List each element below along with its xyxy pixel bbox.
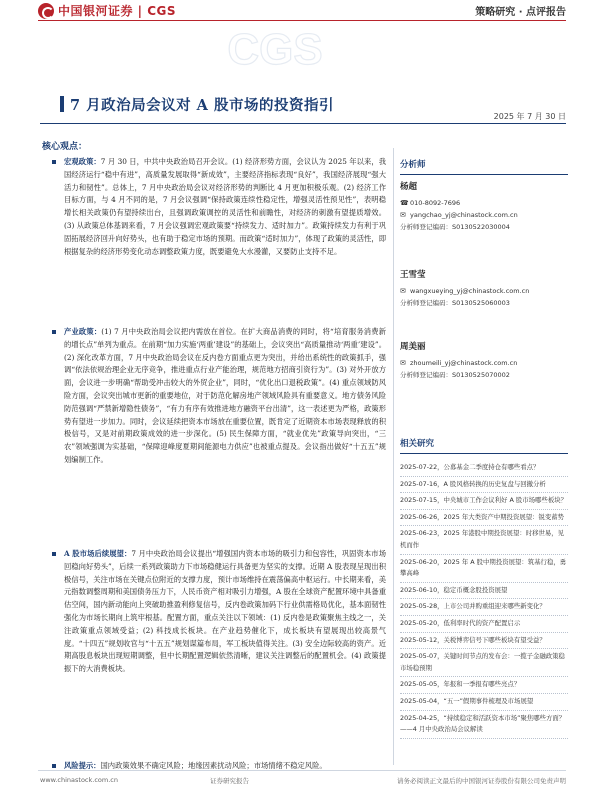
analyst-cert: 分析师登记编码：S0130522030004 (400, 223, 510, 231)
related-link[interactable]: 2025-06-23，2025 年港股中期投资展望：时移世易，见机而作 (400, 526, 568, 554)
related-link[interactable]: 2025-05-28，上市公司并购重组迎来哪些新变化？ (400, 599, 568, 616)
footer-disclaimer: 请务必阅读正文最后的中国银河证券股份有限公司免责声明 (397, 777, 566, 785)
paragraph-lead: A 股市场后续展望： (64, 549, 132, 558)
analyst-heading: 分析师 (400, 158, 568, 175)
header-divider (38, 20, 566, 21)
paragraph-lead: 风险提示： (64, 761, 101, 770)
related-link[interactable]: 2025-05-12，关税博弈信号下哪些板块有望受益？ (400, 633, 568, 650)
email-icon: ✉ (400, 211, 406, 219)
footer-website[interactable]: www.chinastock.com.cn (40, 776, 118, 784)
analyst-email[interactable]: wangxueying_yj@chinastock.com.cn (410, 287, 530, 295)
related-link[interactable]: 2025-07-22，公募基金二季度持仓有哪些看点？ (400, 460, 568, 477)
related-research (400, 437, 568, 739)
svg-text:CGS: CGS (227, 25, 323, 74)
column-divider (393, 148, 394, 765)
market-outlook-paragraph (52, 548, 386, 760)
paragraph-lead: 宏观政策： (64, 157, 101, 166)
analyst-email[interactable]: zhoumeili_yj@chinastock.com.cn (410, 359, 518, 367)
sidebar (400, 158, 568, 739)
related-link[interactable]: 2025-05-20，低利率时代的资产配置启示 (400, 616, 568, 633)
related-link[interactable]: 2025-06-10，稳定币概念股投资展望 (400, 583, 568, 600)
report-type-label: 策略研究 · 点评报告 (475, 7, 566, 18)
analyst-name: 杨超 (400, 182, 418, 192)
related-link[interactable]: 2025-05-05，年报和一季报有哪些亮点？ (400, 677, 568, 694)
cgs-watermark-icon (220, 22, 330, 77)
paragraph-text: (1) 7 月中央政治局会议把内需放在首位。在扩大商品消费的同时，将“培育服务消费新的增长点”单列为重点。在前期“加力实施‘两重’建设”的基础上，会议突出“高质量推动‘两重’建设”。(2) 深化改革方面，7 月中央政治局会议在反内卷方面重点更为突出，并给出系统性的政策抓手，强调“依法依规治理企业无序竞争，推进重点行业产能治理，规范地方招商引资行为”。(3) 对外开放方面，会议进一步明确“帮助受冲击较大的外贸企业”，同时，“优化出口退税政策”。(4) 重点领域防风险方面，会议突出城市更新的重要地位，对于防范化解房地产领域风险具有重要意义。地方债务风险防范强调“严禁新增隐性债务”，“有力有序有效推进地方融资平台出清”，这一表述更为严格，政策形势有望进一步加力。同时，会议延续把资本市场放在重要位置，既肯定了近期资本市场表现释放的积极信号，又是对前期政策成效的进一步深化。(5) 民生保障方面，“就业优先”政策导向突出，“三农”领域强调为实基础，“保障迎峰度夏期间能源电力供应”也被重点提及。会议指出做好“十五五”规划编制工作。 (64, 327, 386, 464)
related-link[interactable]: 2025-05-07，关键时间节点的发布会：一揽子金融政策稳市场稳预期 (400, 649, 568, 677)
title-accent-bar (60, 96, 64, 112)
analyst-email-row (400, 285, 568, 297)
analyst-cert: 分析师登记编码：S0130525060003 (400, 299, 510, 307)
paragraph-text: 7 月 30 日，中共中央政治局召开会议。(1) 经济形势方面，会议认为 2025 年以来，我国经济运行“稳中有进”，高质量发展取得“新成效”，主要经济指标表现“良好”，我国经济展现“强大活力和韧性”。总体上，7 月中央政治局会议对经济形势的判断比 4 月更加积极乐观。(2) 经济工作目标方面，与 4 月不同的是，7 月会议强调“保持政策连续性稳定性，增强灵活性预见性”，表明稳增长相关政策仍有望持续出台，且强调政策调控的灵活性和前瞻性，对经济的刺激有望提质增效。(3) 从政策总体基调来看，7 月会议强调宏观政策要“持续发力、适时加力”。政策持续发力有利于巩固拓展经济回升向好势头，也有助于稳定市场的预期。而政策“适时加力”，体现了政策的灵活性，即根据复杂的经济形势变化动态调整政策力度，既要避免大水漫灌，又要防止支持不足。 (64, 157, 386, 256)
page-header (0, 0, 600, 22)
macro-policy-paragraph (52, 156, 386, 326)
core-viewpoints-label: 核心观点： (42, 142, 88, 152)
footer-doc-type: 证券研究报告 (210, 777, 249, 785)
industry-policy-paragraph (52, 326, 386, 548)
email-icon: ✉ (400, 287, 406, 295)
related-link[interactable]: 2025-06-26，2025 年大类资产中期投资展望：锐变蓄势 (400, 510, 568, 527)
logo-mark-icon (38, 3, 54, 19)
related-link[interactable]: 2025-04-25，“持续稳定和活跃资本市场”聚焦哪些方面？——4 月中央政治局会议解读 (400, 711, 568, 739)
main-content (52, 156, 386, 786)
phone-icon: ☎ (400, 199, 409, 207)
analyst-card (400, 181, 568, 269)
analyst-cert: 分析师登记编码：S0130525070002 (400, 371, 510, 379)
company-logo (38, 2, 176, 19)
related-link[interactable]: 2025-07-15，中央城市工作会议利好 A 股市场哪些板块？ (400, 493, 568, 510)
analyst-phone-row (400, 197, 568, 209)
footer-divider (38, 770, 566, 771)
related-link[interactable]: 2025-05-04，“五一”假期事件梳理及市场展望 (400, 694, 568, 711)
paragraph-text: 国内政策效果不确定风险；地缘因素扰动风险；市场情绪不稳定风险。 (100, 761, 327, 770)
analyst-email[interactable]: yangchao_yj@chinastock.com.cn (410, 211, 518, 219)
analyst-card (400, 341, 568, 417)
related-link[interactable]: 2025-06-20，2025 年 A 股中期投资展望：筑基行稳，勇攀高峰 (400, 555, 568, 583)
report-date: 2025 年 7 月 30 日 (493, 112, 566, 121)
analyst-name: 王雪莹 (400, 270, 426, 280)
email-icon: ✉ (400, 359, 406, 367)
related-link[interactable]: 2025-07-16，A 股风格转换的历史复盘与回撤分析 (400, 477, 568, 494)
analyst-name: 周美丽 (400, 342, 426, 352)
title-divider (40, 123, 566, 124)
analyst-card (400, 269, 568, 335)
logo-text: 中国银河证券 | CGS (58, 4, 177, 18)
report-title: 7 月政治局会议对 A 股市场的投资指引 (70, 97, 334, 114)
analyst-email-row (400, 209, 568, 221)
paragraph-lead: 产业政策： (64, 327, 102, 336)
analyst-phone: 010-8092-7696 (410, 199, 461, 207)
related-heading: 相关研究 (400, 437, 568, 454)
paragraph-text: 7 月中央政治局会议提出“增强国内资本市场的吸引力和包容性，巩固资本市场回稳向好势头”，后续一系列政策助力下市场稳健运行具备更为坚实的支撑。近期 A 股表现呈现出积极信号，关注市场在关键点位附近的支撑力度，预计市场维持在震荡偏高中枢运行。中长期来看，美元指数调整周期和美国债务压力下，人民币资产相对吸引力增强，A 股在全球资产配置环境中具备重估空间，国内新动能向上突破助推盈利修复信号，反内卷政策加码下行业供需格局优化，基本面韧性强化为市场长期向上筑牢根基。配置方面，重点关注以下领域：(1) 反内卷是政策聚焦主线之一，关注政策重点领域受益；(2) 科技成长板块。在产业趋势催化下，成长板块有望展现出较高景气度。“十四五”规划收官与“十五五”规划谋篇布局，军工板块值得关注。(3) 安全边际较高的资产。近期高股息板块出现短期调整，但中长期配置逻辑依然清晰，建议关注调整后的配置机会。(4) 政策提振下的大消费板块。 (64, 549, 386, 674)
analyst-email-row (400, 357, 568, 369)
